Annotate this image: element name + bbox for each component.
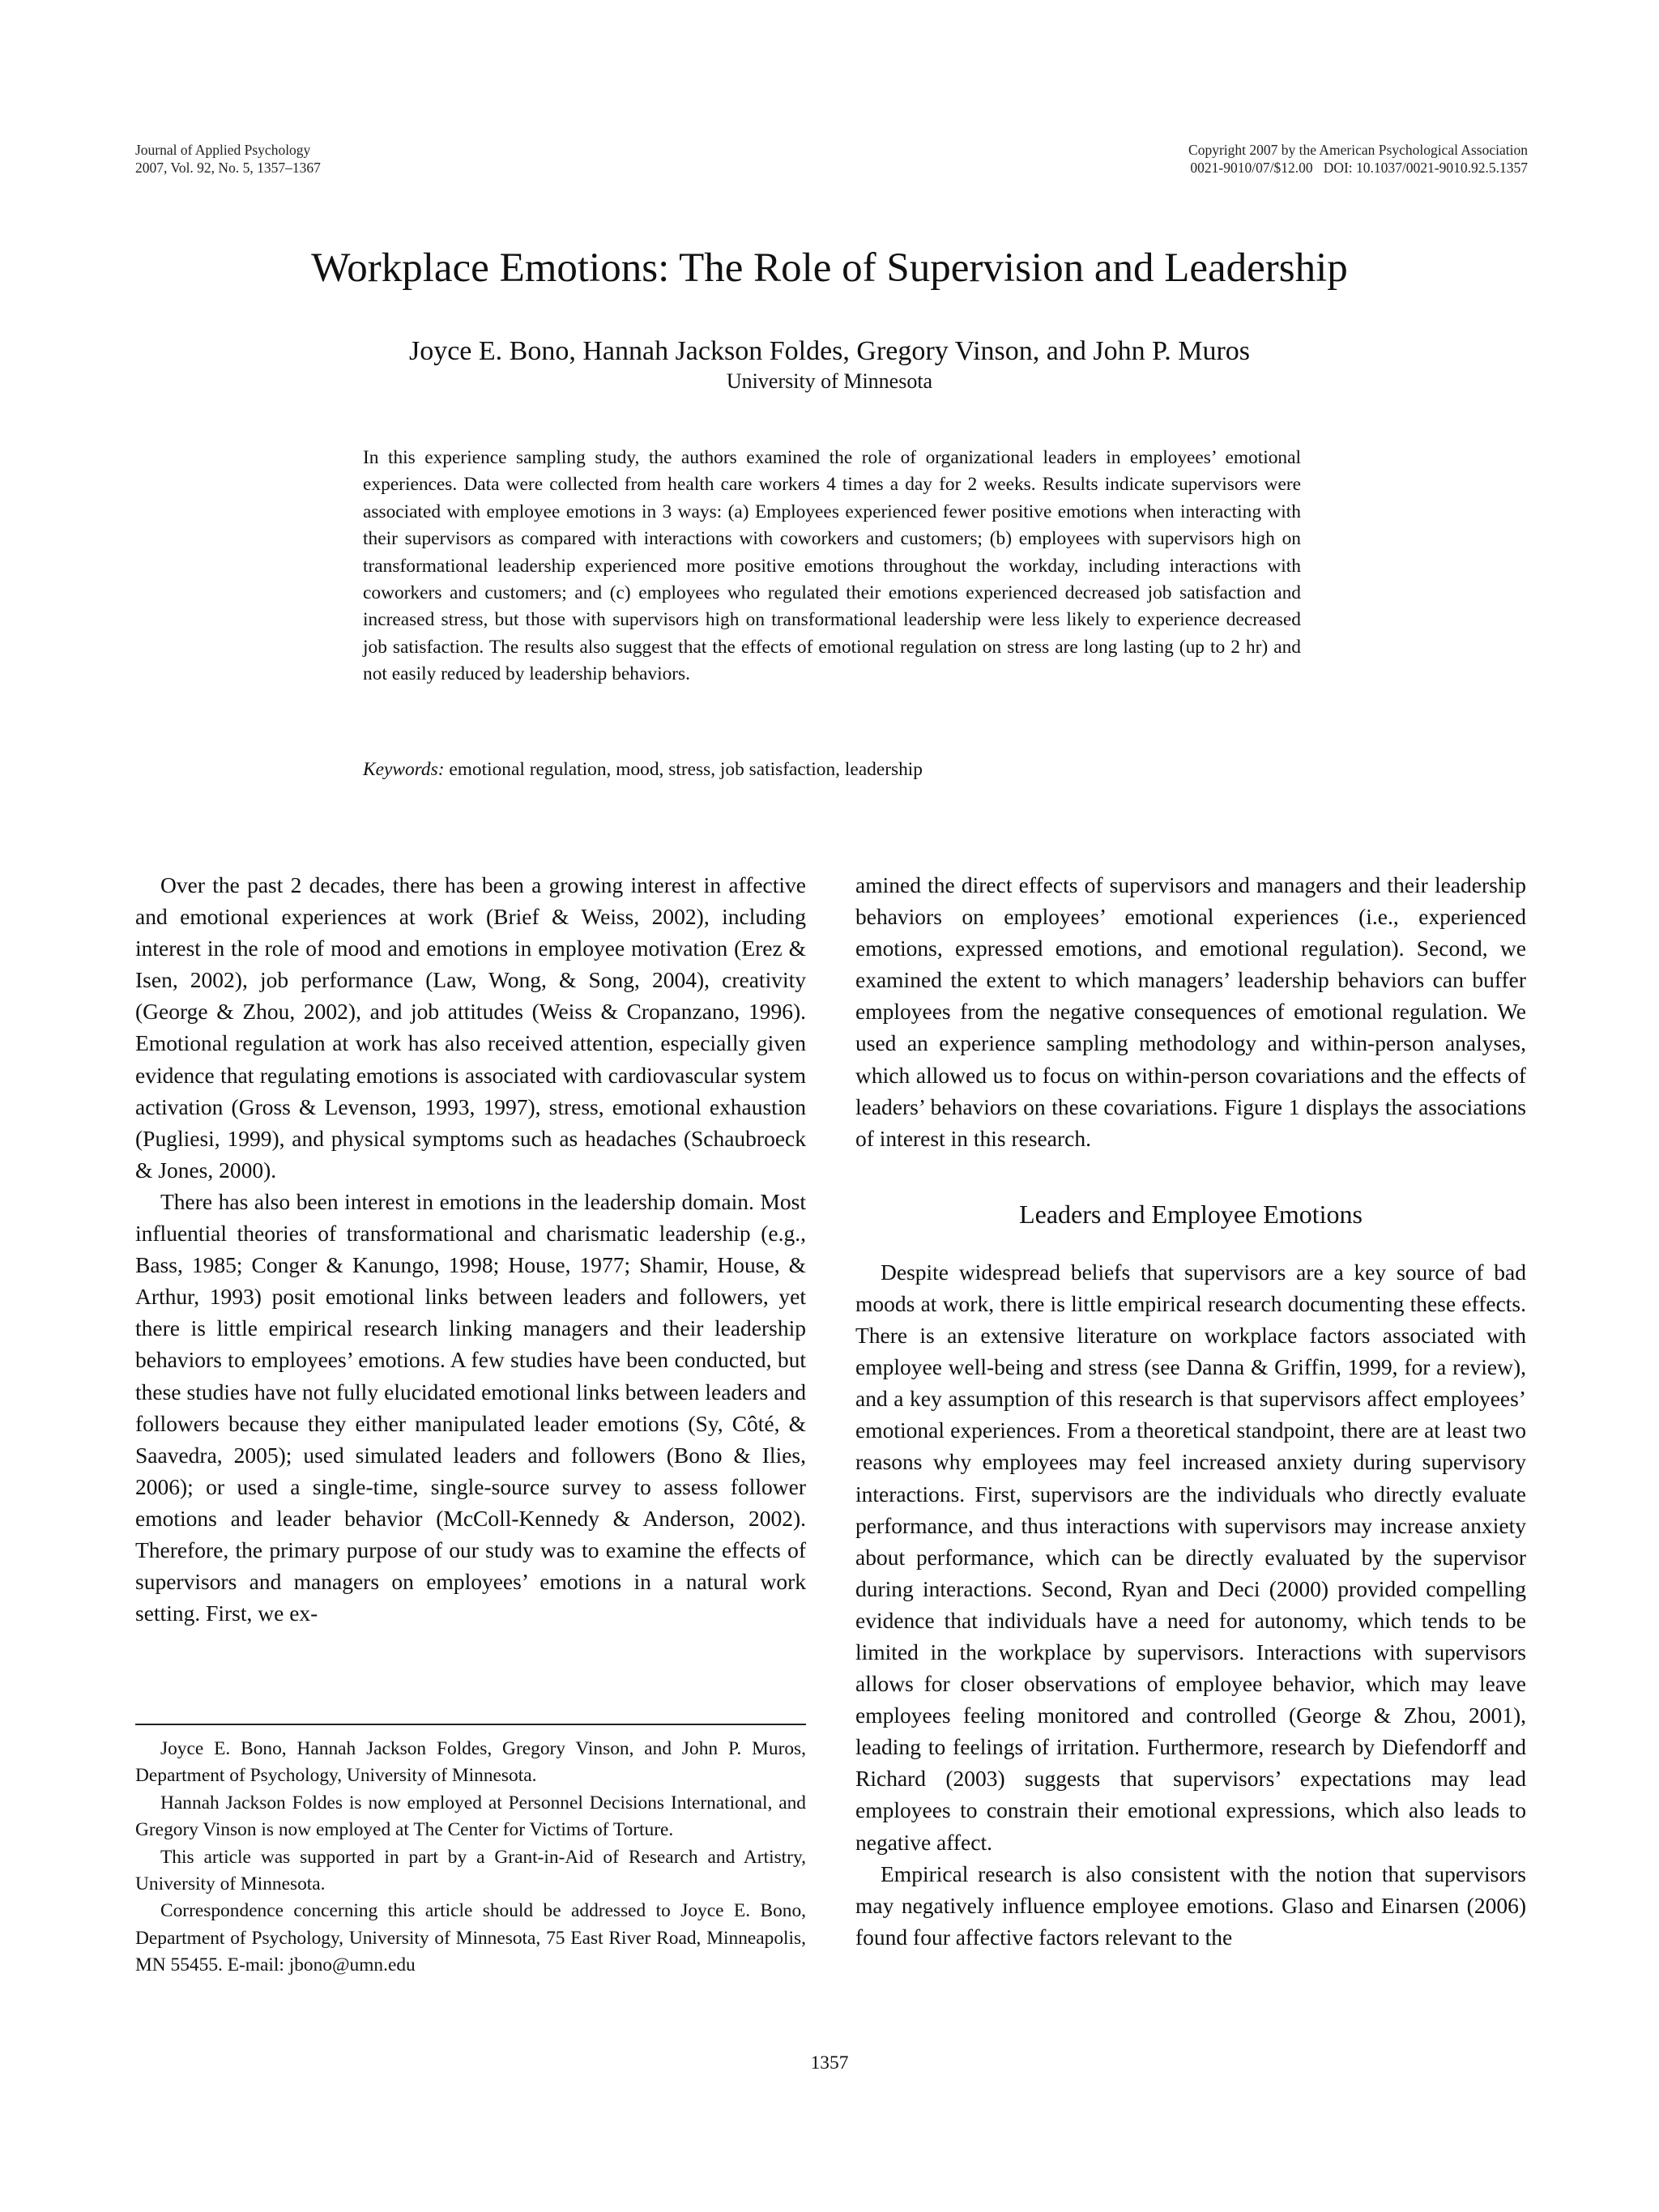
keywords-list: emotional regulation, mood, stress, job satisfaction, leadership — [449, 759, 923, 780]
body-paragraph-continued: amined the direct effects of supervisors and managers and their leadership behaviors on employees’ emotional experiences (i.e., experienced emotions, expressed emotions, and emotional regulation). Second, we examined the extent to which managers’ leadership behaviors can buffer employees from the negative consequences of emotional regulation. We used an experience sampling methodology and within-person analyses, which allowed us to focus on within-person covariations and the effects of leaders’ behaviors on these covariations. Figure 1 displays the associations of interest in this research. — [855, 872, 1526, 1151]
journal-name: Journal of Applied Psychology — [135, 142, 311, 158]
body-right-column — [855, 869, 1526, 1953]
author-affiliation: University of Minnesota — [726, 369, 933, 393]
keywords-label: Keywords: — [363, 759, 445, 780]
copyright-header — [1188, 141, 1528, 177]
footnote: Hannah Jackson Foldes is now employed at Personnel Decisions International, and Gregory Vinson is now employed at The Center for Victims of Torture. — [135, 1792, 806, 1841]
body-paragraph: Despite widespread beliefs that supervisors are a key source of bad moods at work, there is little empirical research documenting these effects. There is an extensive literature on workplace factors associated with employee well-being and stress (see Danna & Griffin, 1999, for a review), and a key assumption of this research is that supervisors affect employees’ emotional experiences. From a theoretical standpoint, there are at least two reasons why employees may feel increased anxiety during supervisory interactions. First, supervisors are the individuals who directly evaluate performance, and thus interactions with supervisors may increase anxiety about performance, which can be directly evaluated by the supervisor during interactions. Second, Ryan and Deci (2000) provided compelling evidence that individuals have a need for autonomy, which tends to be limited in the workplace by supervisors. Interactions with supervisors allows for closer observations of employee behavior, which may leave employees feeling monitored and controlled (George & Zhou, 2001), leading to feelings of irritation. Furthermore, research by Diefendorff and Richard (2003) suggests that supervisors’ expectations may lead employees to constrain their emotional expressions, which also leads to negative affect. — [855, 1259, 1526, 1855]
article-title: Workplace Emotions: The Role of Supervision and Leadership — [311, 245, 1348, 291]
journal-header — [135, 141, 321, 177]
doi-line: 0021-9010/07/$12.00 DOI: 10.1037/0021-9010.92.5.1357 — [1190, 160, 1528, 176]
abstract: In this experience sampling study, the authors examined the role of organizational leaders in employees’ emotional experiences. Data were collected from health care workers 4 times a day for 2 weeks. Results indicate supervisors were associated with employee emotions in 3 ways: (a) Employees experienced fewer positive emotions when interacting with their supervisors as compared with interactions with coworkers and customers; (b) employees with supervisors high on transformational leadership experienced more positive emotions throughout the workday, including interactions with coworkers and customers; and (c) employees who regulated their emotions experienced decreased job satisfaction and increased stress, but those with supervisors high on transformational leadership were less likely to experience decreased job satisfaction. The results also suggest that the effects of emotional regulation on stress are long lasting (up to 2 hr) and not easily reduced by leadership behaviors. — [363, 447, 1301, 685]
footnote: This article was supported in part by a Grant-in-Aid of Research and Artistry, University of Minnesota. — [135, 1846, 806, 1895]
body-paragraph: Over the past 2 decades, there has been a growing interest in affective and emotional experiences at work (Brief & Weiss, 2002), including interest in the role of mood and emotions in employee motivation (Erez & Isen, 2002), job performance (Law, Wong, & Song, 2004), creativity (George & Zhou, 2002), and job attitudes (Weiss & Cropanzano, 1996). Emotional regulation at work has also received attention, especially given evidence that regulating emotions is associated with cardiovascular system activation (Gross & Levenson, 1993, 1997), stress, emotional exhaustion (Pugliesi, 1999), and physical symptoms such as headaches (Schaubroeck & Jones, 2000). — [135, 872, 806, 1183]
body-paragraph: Empirical research is also consistent with the notion that supervisors may negatively influence employee emotions. Glaso and Einarsen (2006) found four affective factors relevant to the — [855, 1860, 1526, 1950]
keywords — [363, 757, 1301, 783]
copyright-line: Copyright 2007 by the American Psychological Association — [1188, 142, 1528, 158]
author-list: Joyce E. Bono, Hannah Jackson Foldes, Gregory Vinson, and John P. Muros — [408, 336, 1251, 366]
body-paragraph: There has also been interest in emotions in the leadership domain. Most influential theories of transformational and charismatic leadership (e.g., Bass, 1985; Conger & Kanungo, 1998; House, 1977; Shamir, House, & Arthur, 1993) posit emotional links between leaders and followers, yet there is little empirical research linking managers and their leadership behaviors to employees’ emotions. A few studies have been conducted, but these studies have not fully elucidated emotional links between leaders and followers because they either manipulated leader emotions (Sy, Côté, & Saavedra, 2005); used simulated leaders and followers (Bono & Ilies, 2006); or used a single-time, single-source survey to assess follower emotions and leader behavior (McColl-Kennedy & Anderson, 2002). Therefore, the primary purpose of our study was to examine the effects of supervisors and managers on employees’ emotions in a natural work setting. First, we ex- — [135, 1188, 806, 1626]
footnote: Correspondence concerning this article should be addressed to Joyce E. Bono, Department of Psychology, University of Minnesota, 75 East River Road, Minneapolis, MN 55455. E-mail: jbono@umn.edu — [135, 1900, 806, 1976]
author-note — [135, 1736, 806, 1980]
section-heading: Leaders and Employee Emotions — [1019, 1199, 1363, 1229]
footnote-divider — [135, 1724, 806, 1725]
body-left-column — [135, 869, 806, 1629]
footnote: Joyce E. Bono, Hannah Jackson Foldes, Gregory Vinson, and John P. Muros, Department of Psychology, University of Minnesota. — [135, 1738, 806, 1787]
volume-info: 2007, Vol. 92, No. 5, 1357–1367 — [135, 160, 321, 176]
page-number: 1357 — [810, 2052, 849, 2073]
